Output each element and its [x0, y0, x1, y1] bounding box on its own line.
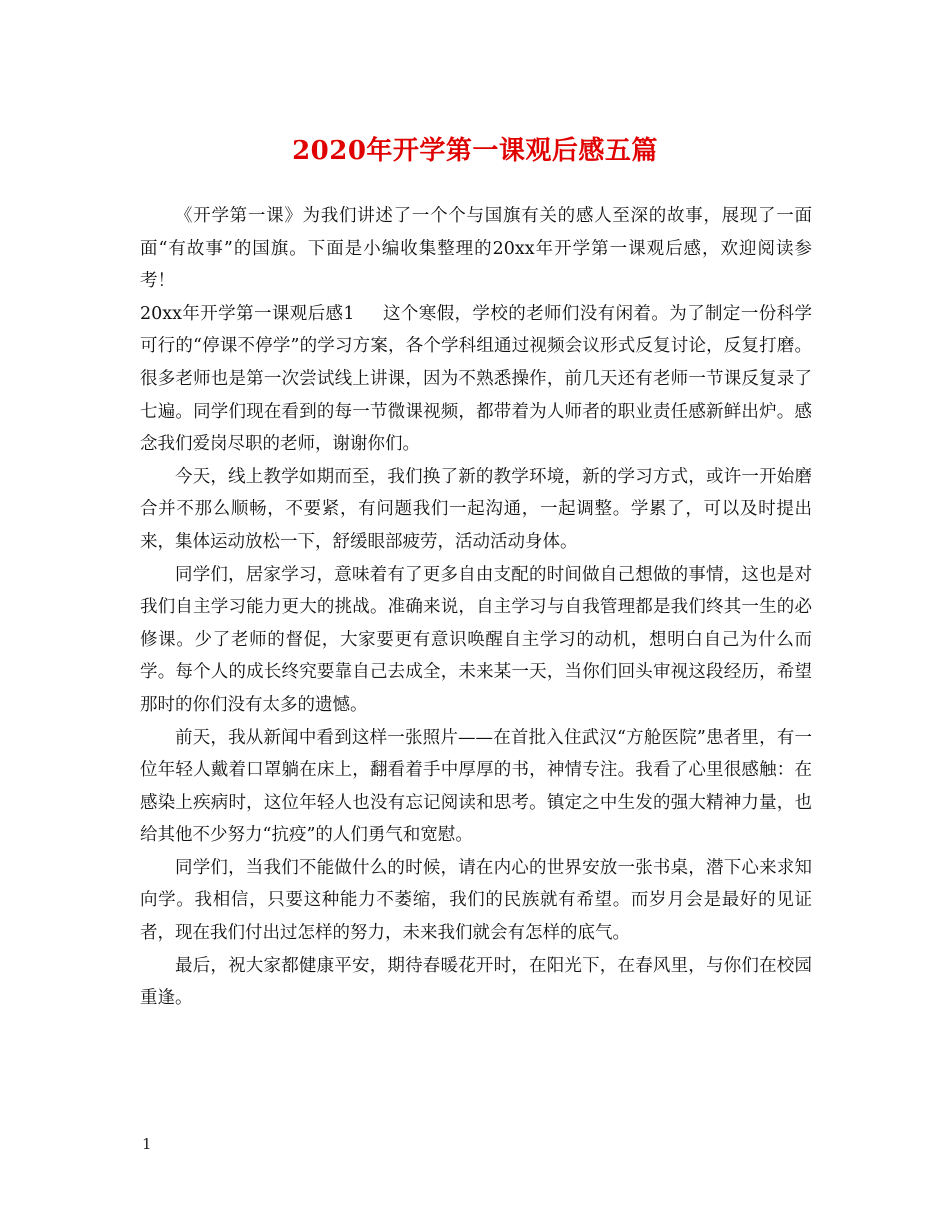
- body-paragraph: 今天，线上教学如期而至，我们换了新的教学环境，新的学习方式，或许一开始磨合并不那么顺畅，不要紧，有问题我们一起沟通，一起调整。学累了，可以及时提出来，集体运动放松一下，舒缓眼部疲劳，活动活动身体。: [140, 466, 812, 552]
- body-paragraph: 同学们，居家学习，意味着有了更多自由支配的时间做自己想做的事情，这也是对我们自主学习能力更大的挑战。准确来说，自主学习与自我管理都是我们终其一生的必修课。少了老师的督促，大家要更有意识唤醒自主学习的动机，想明白自己为什么而学。每个人的成长终究要靠自己去成全，未来某一天，当你们回头审视这段经历，希望那时的你们没有太多的遗憾。: [140, 564, 812, 715]
- intro-paragraph: 《开学第一课》为我们讲述了一个个与国旗有关的感人至深的故事，展现了一面面“有故事”的国旗。下面是小编收集整理的20xx年开学第一课观后感，欢迎阅读参考！: [140, 206, 812, 292]
- body-paragraph: 最后，祝大家都健康平安，期待春暖花开时，在阳光下，在春风里，与你们在校园重逢。: [140, 955, 812, 1009]
- document-body: [140, 200, 812, 1015]
- page-number: 1: [142, 1135, 152, 1153]
- section-text: 这个寒假，学校的老师们没有闲着。为了制定一份科学可行的“停课不停学”的学习方案，各个学科组通过视频会议形式反复讨论，反复打磨。很多老师也是第一次尝试线上讲课，因为不熟悉操作，前几天还有老师一节课反复录了七遍。同学们现在看到的每一节微课视频，都带着为人师者的职业责任感新鲜出炉。感念我们爱岗尽职的老师，谢谢你们。: [140, 303, 813, 455]
- body-paragraph: 同学们，当我们不能做什么的时候，请在内心的世界安放一张书桌，潜下心来求知向学。我相信，只要这种能力不萎缩，我们的民族就有希望。而岁月会是最好的见证者，现在我们付出过怎样的努力，未来我们就会有怎样的底气。: [140, 857, 812, 944]
- section-paragraph: [140, 298, 812, 461]
- body-paragraph: 前天，我从新闻中看到这样一张照片——在首批入住武汉“方舱医院”患者里，有一位年轻人戴着口罩躺在床上，翻看着手中厚厚的书，神情专注。我看了心里很感触：在感染上疾病时，这位年轻人也没有忘记阅读和思考。镇定之中生发的强大精神力量，也给其他不少努力“抗疫”的人们勇气和宽慰。: [140, 727, 812, 846]
- document-title: 2020年开学第一课观后感五篇: [292, 136, 658, 166]
- section-label: 20xx年开学第一课观后感1: [140, 303, 355, 324]
